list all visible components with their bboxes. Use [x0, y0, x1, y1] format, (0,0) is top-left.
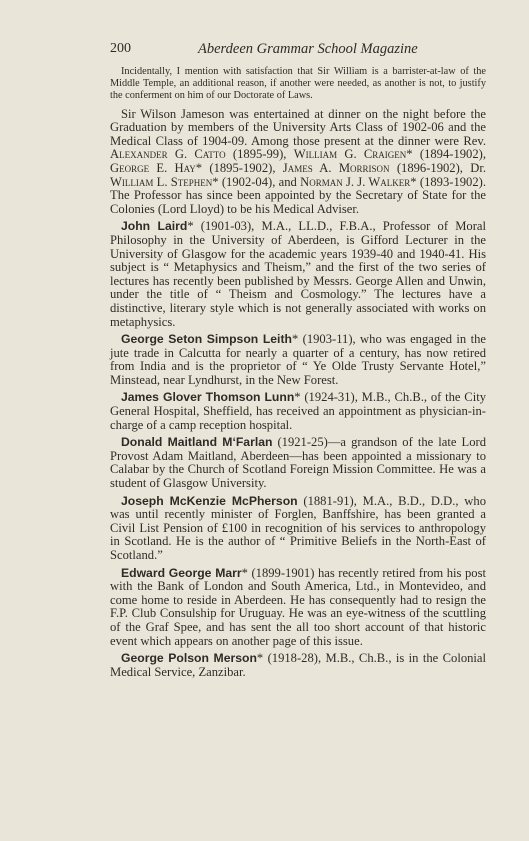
- paragraph-jameson: [110, 108, 486, 217]
- person-name: Alexander G. Catto: [110, 147, 226, 162]
- page-header: [110, 41, 486, 61]
- page-number: 200: [110, 41, 131, 56]
- running-title: Aberdeen Grammar School Magazine: [198, 41, 418, 57]
- footnote: Incidentally, I mention with satisfaction that Sir William is a barrister-at-law of the Middle Temple, an additional reason, if another were needed, as another is not, to justify the conferment on him of our Doctorate of Laws.: [110, 66, 486, 102]
- person-name: Edward George Marr: [121, 565, 242, 580]
- paragraph-text: * (1901-03), M.A., LL.D., F.B.A., Professor of Moral Philosophy in the University of Aberdeen, is Gifford Lecturer in the University of Glasgow for the academic years 1939-40 and 1940-41. His subject is “ Metaphysics and Theism,” and the first of the two series of lectures has recently been published by Messrs. George Allen and Unwin, under the title of “ Theism and Cosmology.” The lectures have a distinctive, literary style which is not generally associated with works on metaphysics.: [110, 219, 486, 329]
- page-body: [110, 66, 486, 683]
- paragraph-text: * (1924-31), M.B., Ch.B., of the City General Hospital, Sheffield, has received an appointment as physician-in-charge of a camp reception hospital.: [110, 390, 486, 432]
- person-name: George Polson Merson: [121, 651, 257, 666]
- paragraph-text: Sir Wilson Jameson was entertained at dinner on the night before the Graduation by members of the University Arts Class of 1902-06 and the Medical Class of 1904-09. Among those present at the dinner were Rev.: [110, 106, 486, 148]
- person-name: Norman J. J. Walker: [300, 174, 411, 189]
- paragraph-text: * (1903-11), who was engaged in the jute trade in Calcutta for nearly a quarter of a century, has now retired from India and is the proprietor of “ Ye Olde Trusty Servante Hotel,” Minstead, near Lyndhurst, in the New Forest.: [110, 332, 486, 387]
- paragraph-text: * (1899-1901) has recently retired from his post with the Bank of London and South America, Ltd., in Montevideo, and come home to reside in Aberdeen. He has consequently had to resign the F.P. Club Consulship for Uruguay. He was an eye-witness of the scuttling of the Graf Spee, and has sent the all too short account of that historic event which appears on another page of this issue.: [110, 565, 486, 648]
- person-name: William G. Craigen: [293, 147, 407, 162]
- paragraph-merson: [110, 652, 486, 679]
- person-name: Donald Maitland M‘Farlan: [121, 435, 273, 450]
- paragraph-lunn: [110, 391, 486, 432]
- paragraph-text: * (1894-1902),: [406, 147, 486, 162]
- paragraph-mcpherson: [110, 495, 486, 563]
- paragraph-leith: [110, 333, 486, 387]
- person-name: James Glover Thomson Lunn: [121, 390, 295, 405]
- paragraph-mfarlan: [110, 436, 486, 490]
- paragraph-text: (1921-25)—a grandson of the late Lord Provost Adam Maitland, Aberdeen—has been appointed a missionary to Calabar by the Church of Scotland Foreign Mission Committee. He was a student of Glasgow University.: [110, 435, 486, 491]
- paragraph-text: * (1918-28), M.B., Ch.B., is in the Colonial Medical Service, Zanzibar.: [110, 651, 486, 679]
- paragraph-text: (1896-1902), Dr.: [389, 160, 486, 175]
- person-name: John Laird: [121, 219, 188, 234]
- person-name: James A. Morrison: [282, 160, 390, 175]
- person-name: Joseph McKenzie McPherson: [121, 493, 298, 508]
- paragraph-laird: [110, 220, 486, 329]
- paragraph-text: * (1893-1902). The Professor has since been appointed by the Secretary of State for the Colonies (Lord Lloyd) to be his Medical Adviser.: [110, 174, 486, 216]
- person-name: George Seton Simpson Leith: [121, 332, 292, 347]
- paragraph-text: (1895-99),: [225, 147, 294, 162]
- person-name: George E. Hay: [110, 160, 196, 175]
- paragraph-marr: [110, 567, 486, 649]
- paragraph-text: (1881-91), M.A., B.D., D.D., who was until recently minister of Forglen, Banffshire, has been granted a Civil List Pension of £100 in recognition of his services to anthropology in Scotland. He is the author of “ Primitive Beliefs in the North-East of Scotland.”: [110, 493, 486, 563]
- person-name: William L. Stephen: [110, 174, 213, 189]
- paragraph-text: * (1902-04), and: [212, 174, 301, 189]
- paragraph-text: * (1895-1902),: [195, 160, 283, 175]
